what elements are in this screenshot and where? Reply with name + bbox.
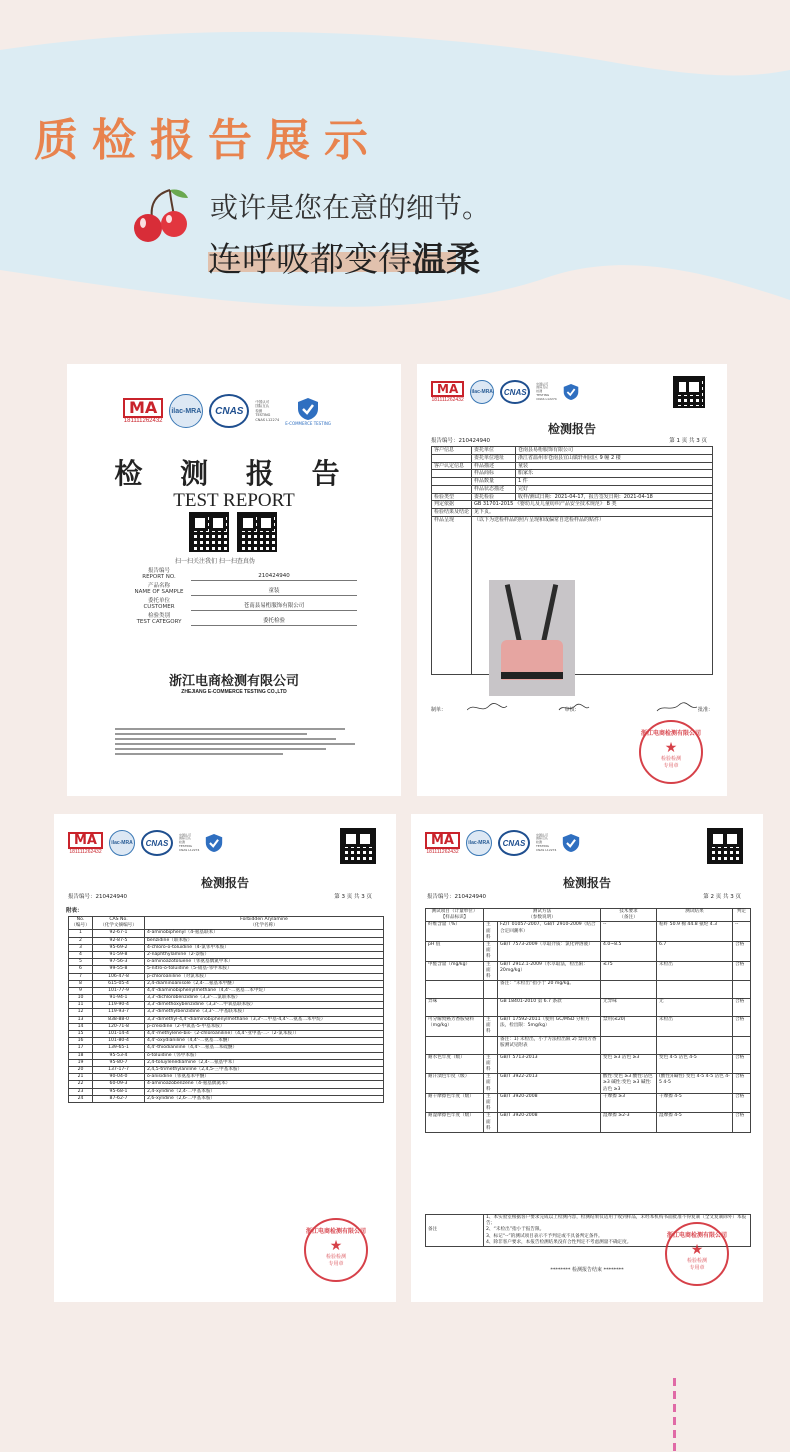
stamp-ring-text: 浙江电商检测有限公司: [306, 1228, 367, 1235]
field-value: 苍南县易桁服饰有限公司: [191, 601, 357, 611]
arylamine-table: [68, 916, 384, 1103]
col-method: 测试方法 （参数说明）: [484, 909, 601, 922]
table-row: 19 95-80-7 2,4-toluylenediamine（2,4-二氨基甲苯）: [69, 1059, 384, 1066]
ilac-logo: ilac-MRA: [169, 394, 203, 428]
cert-logos: [425, 830, 580, 856]
col-verdict: 判定: [733, 909, 751, 922]
cert-logos: [123, 394, 331, 428]
table-row: 7 106-47-8 p-chloroaniline（对氯苯胺）: [69, 973, 384, 980]
cnas-logo: CNAS: [498, 830, 530, 856]
cnas-logo: CNAS: [209, 394, 249, 428]
page-indicator: 第 1 页 共 3 页: [669, 438, 707, 444]
cnas-side-text: 中国认可 国际互认 检测 TESTING CNAS L12274: [255, 400, 280, 422]
stamp-line-2: 专用章: [328, 1261, 344, 1267]
page-indicator: 第 2 页 共 3 页: [703, 894, 741, 900]
report-number: 报告编号：210424940: [68, 894, 127, 900]
table-row: 甲醛含量（mg/kg） 主面料 GB/T 2912.1-2009（水萃取法，检出限：20mg/kg） ≤75 未检出 合格: [426, 961, 751, 981]
star-icon: ★: [329, 1238, 343, 1254]
table-row: 22 60-09-3 4-aminoazobenzene（4-氨基偶氮苯）: [69, 1081, 384, 1088]
cnas-side-text: 中国认可 国际互认 检测 TESTING CNAS L12274: [179, 832, 200, 852]
table-row: 17 139-65-1 4,4'-thiodianiline（4,4'-二氨基二苯硫醚）: [69, 1045, 384, 1052]
stamp-line-1: 检验检测: [686, 1258, 707, 1264]
appendix-label: 附表：: [66, 908, 83, 914]
table-row: 备注：“未检出”指小于 20 mg/kg。: [426, 981, 751, 999]
test-results-table: [425, 908, 751, 1133]
table-row: 23 95-68-1 2,4-xylidine（2,4-二甲基苯胺）: [69, 1088, 384, 1095]
page-indicator: 第 3 页 共 3 页: [334, 894, 372, 900]
report-page-1[interactable]: [417, 364, 727, 796]
table-row: 20 137-17-7 2,4,5-trimethylaniline（2,4,5-三甲基苯胺）: [69, 1066, 384, 1073]
cma-mark: MA: [68, 832, 103, 849]
qr-code[interactable]: [673, 376, 705, 408]
field-value: 委托检验: [191, 616, 357, 626]
field-label: 委托单位 CUSTOMER: [143, 597, 175, 611]
stamp-line-1: 检验检测: [660, 756, 681, 762]
table-row: 5 97-56-3 o-aminoazotoluene（邻氨基偶氮甲苯）: [69, 959, 384, 966]
table-row: 14 120-71-8 p-cresidine（2-甲氧基-5-甲基苯胺）: [69, 1023, 384, 1030]
table-row: 13 838-88-0 3,3'-dimethyl-4,4'-diaminobiphenylmethane（3,3'-二甲基-4,4'-二氨基二苯甲烷）: [69, 1016, 384, 1023]
official-stamp: [639, 720, 703, 784]
field-label: 产品名称 NAME OF SAMPLE: [134, 582, 184, 596]
cover-field: [127, 581, 357, 596]
cover-title-en: TEST REPORT: [173, 490, 295, 511]
tagline-2: [208, 232, 480, 278]
official-stamp: [304, 1218, 368, 1282]
cover-field: [127, 566, 357, 581]
signer-reviewed: 审核：: [564, 707, 580, 713]
table-row: 24 87-62-7 2,6-xylidine（2,6-二甲基苯胺）: [69, 1095, 384, 1102]
note-line: 4、除非客户要求，本报告检测结果没有合性判定不考虑测量不确定度。: [486, 1239, 632, 1245]
table-row: 15 101-14-4 4,4'-methylene-bis-（2-chloroaniline）（4,4'-亚甲基-二-（2-氯苯胺））: [69, 1031, 384, 1038]
shield-icon: [563, 383, 579, 401]
cover-field: [127, 596, 357, 611]
cma-logo: [431, 381, 464, 403]
field-label: 检验类别 TEST CATEGORY: [136, 612, 182, 626]
sample-info-table: 客户信息 委托单位 苍南县易桁服饰有限公司 委托单位地址 浙江省温州市苍南县宜山镇轩州园区 9 幢 2 楼 客户认定信息 样品描述 童装 样品商标 船家乐 样品数量 1 件 样品状态描述 完好 检验类型 委托检验 收样/测试日期：2021-04-17，报告签发日期：2021-04-18 判定依据 GB 31701-2015 《婴幼儿及儿童纺织产品安全技术规范》 B 类 检验结果及结论 见下页。 样品呈现 （以下为送检样品的照片呈现和成偏常自送检样品的贴件）: [431, 446, 713, 675]
table-row: 2 92-87-5 benzidine（联苯胺）: [69, 937, 384, 944]
qr-code-follow[interactable]: [189, 512, 229, 552]
col-cas: CAS No. （化学文摘编号）: [93, 917, 145, 930]
cma-mark: MA: [123, 398, 163, 418]
qr-code-verify[interactable]: [237, 512, 277, 552]
tagline-2-normal: 连呼吸都变得: [208, 240, 412, 280]
official-stamp: [665, 1222, 729, 1286]
cherry-icon: [130, 186, 192, 246]
stamp-line-2: 专用章: [663, 763, 679, 769]
report-title: 检测报告: [562, 876, 611, 890]
table-row: 4 91-59-8 2-naphthylamine（2-萘胺）: [69, 951, 384, 958]
ilac-logo: ilac-MRA: [466, 830, 492, 856]
note-line: 2、“未检出”指小于报告限。: [486, 1227, 545, 1233]
stamp-line-1: 检验检测: [325, 1254, 346, 1260]
qr-labels: 扫一扫关注我们 扫一扫查真伪: [175, 558, 255, 565]
table-row: 3 95-69-2 4-chloro-o-toluidine（4-氯邻甲苯胺）: [69, 944, 384, 951]
stamp-line-2: 专用章: [689, 1265, 705, 1271]
table-row: 8 615-05-4 2,4-diaminoanisole（2,4-二氨基苯甲醚）: [69, 980, 384, 987]
field-label: 报告编号 REPORT NO.: [142, 567, 176, 581]
report-cover[interactable]: [67, 364, 401, 796]
table-row: 21 90-04-0 o-anisidine（邻氨基苯甲醚）: [69, 1074, 384, 1081]
star-icon: ★: [664, 740, 678, 756]
col-no: No. （编号）: [69, 917, 93, 930]
shield-icon: [205, 833, 223, 853]
report-page-3[interactable]: [54, 814, 396, 1302]
table-row: 备注：1) 未检出，小于方法检出限 2) 禁用芳香胺测试见附表: [426, 1036, 751, 1054]
cnas-logo: CNAS: [500, 380, 530, 404]
report-end: ******** 检测报告结束 ********: [550, 1267, 624, 1273]
tagline-2-bold: 温柔: [412, 240, 480, 280]
dashed-decoration: [673, 1378, 676, 1452]
stamp-ring-text: 浙江电商检测有限公司: [641, 730, 702, 737]
ilac-logo: ilac-MRA: [470, 380, 494, 404]
stamp-ring-text: 浙江电商检测有限公司: [667, 1232, 728, 1239]
report-title: 检测报告: [200, 876, 249, 890]
table-row: 耐湿摩擦色牢度（级） 主面料 GB/T 3920-2008 湿摩擦 ≥2-3 湿摩擦 4-5 合格: [426, 1113, 751, 1133]
signer-prepared: 制单：: [431, 707, 447, 713]
star-icon: ★: [690, 1242, 704, 1258]
table-row: 18 95-53-4 o-toluidine（邻甲苯胺）: [69, 1052, 384, 1059]
note-line: 1、本实验室根据客户要求完成以上检测内容，检测结果仅适用于收到样品，未经本机构书面批准不得复制（全文复制除外）本报告；: [486, 1215, 747, 1227]
field-value: 210424940: [191, 573, 357, 581]
table-row: 1 92-67-1 4-aminobiphenyl（4-氨基联苯）: [69, 930, 384, 937]
cert-logos: [431, 380, 579, 404]
table-row: 耐干摩擦色牢度（级） 主面料 GB/T 3920-2008 干摩擦 ≥3 干摩擦 4-5 合格: [426, 1093, 751, 1113]
report-number: 报告编号：210424940: [427, 894, 486, 900]
cma-logo: [425, 832, 460, 855]
report-title: 检测报告: [547, 422, 596, 436]
cma-number: 181111262432: [123, 418, 163, 424]
shield-icon: [297, 397, 319, 421]
cnas-side-text: 中国认可 国际互认 检测 TESTING CNAS L12274: [536, 381, 557, 401]
notes-label: 备注: [426, 1215, 484, 1247]
company-name-en: ZHEJIANG E-COMMERCE TESTING CO.,LTD: [181, 689, 287, 695]
table-row: pH 值 主面料 GB/T 7573-2009（萃取介质：氯化钾溶液） 4.0~8.5 6.7 合格: [426, 941, 751, 961]
table-row: 耐汗渍色牢度（级） 主面料 GB/T 3922-2013 酸性:变色 ≥3 酸性:沾色 ≥3 碱性:变色 ≥3 碱性:沾色 ≥3 (酸性)(碱性) 变色 4-5 4-5 沾色 4-5 4-5 合格: [426, 1074, 751, 1094]
table-row: 9 101-77-9 4,4'-diaminobiphenylmethane（4,4'-二氨基二苯甲烷）: [69, 987, 384, 994]
table-row: 耐水色牢度（级） 主面料 GB/T 5713-2013 变色 ≥3 沾色 ≥3 变色 4-5 沾色 4-5 合格: [426, 1054, 751, 1074]
shield-sub: E-COMMERCE TESTING: [285, 420, 331, 426]
col-name: Forbidden Arylamine （化学名称）: [145, 917, 384, 930]
table-row: 16 101-80-4 4,4'-oxydianiline（4,4'-二氨基二苯醚）: [69, 1038, 384, 1045]
signer-approved: 批准：: [697, 707, 713, 713]
table-row: 可分解致癌芳香胺染料（mg/kg） 主面料 GB/T 17592-2011（使用 GC/MSD 分析方法，检出限：5mg/kg） 禁用(≤20) 未检出 合格: [426, 1017, 751, 1037]
sample-photo: [489, 580, 575, 696]
qr-code[interactable]: [340, 828, 376, 864]
cover-qr-group: [189, 512, 277, 552]
report-page-2[interactable]: [411, 814, 763, 1302]
cover-title: 检 测 报 告: [114, 457, 354, 490]
cover-field: [127, 611, 357, 626]
cert-logos: [68, 830, 223, 856]
field-value: 童装: [191, 586, 357, 596]
page-title: 质检报告展示: [34, 115, 382, 166]
ilac-logo: ilac-MRA: [109, 830, 135, 856]
qr-code[interactable]: [707, 828, 743, 864]
cma-logo: [68, 832, 103, 855]
cma-mark: MA: [425, 832, 460, 849]
col-requirement: 技术要求 （备注）: [601, 909, 657, 922]
cma-logo: [123, 398, 163, 424]
fine-print: [115, 728, 355, 758]
cma-mark: MA: [431, 381, 464, 397]
cma-number: 181111262432: [426, 848, 459, 855]
ecommerce-testing-logo: [285, 397, 331, 426]
table-row: 6 99-55-8 5-nitro-o-toluidine（5-硝基-邻甲苯胺）: [69, 966, 384, 973]
cnas-logo: CNAS: [141, 830, 173, 856]
note-line: 3、标记“--”的测试项目表示不予判定或不具备判定条件。: [486, 1233, 603, 1239]
report-number: 报告编号：210424940: [431, 438, 490, 444]
shield-icon: [562, 833, 580, 853]
cover-fields: [127, 566, 357, 626]
col-item: 测试项目（计量单位） 【样品标识】: [426, 909, 484, 922]
handwritten-signatures: [467, 702, 717, 714]
company-name: 浙江电商检测有限公司: [168, 674, 299, 689]
table-row: 11 119-90-4 3,3'-dimethoxybenzidine（3,3'-二甲氧基联苯胺）: [69, 1002, 384, 1009]
cnas-side-text: 中国认可 国际互认 检测 TESTING CNAS L12274: [536, 832, 557, 852]
cma-number: 181111262432: [431, 397, 464, 403]
cma-number: 181111262432: [69, 848, 102, 855]
table-row: 10 91-94-1 3,3'-dichlorobenzidine（3,3'-二氯联苯胺）: [69, 995, 384, 1002]
col-result: 测试结果: [657, 909, 733, 922]
table-row: 纤维含量（%） 主面料 FZ/T 01057-2007、GB/T 2910-2009（结合合定回潮率） -- 粘纤 50.9 棉 44.8 氨纶 4.3 --: [426, 922, 751, 942]
table-row: 异味 GB 18401-2010 第 6.7 条款 无异味 无 合格: [426, 999, 751, 1017]
table-row: 12 119-93-7 3,3'-dimethylbenzidine（3,3'-二甲基联苯胺）: [69, 1009, 384, 1016]
tagline-1: 或许是您在意的细节。: [210, 191, 491, 224]
